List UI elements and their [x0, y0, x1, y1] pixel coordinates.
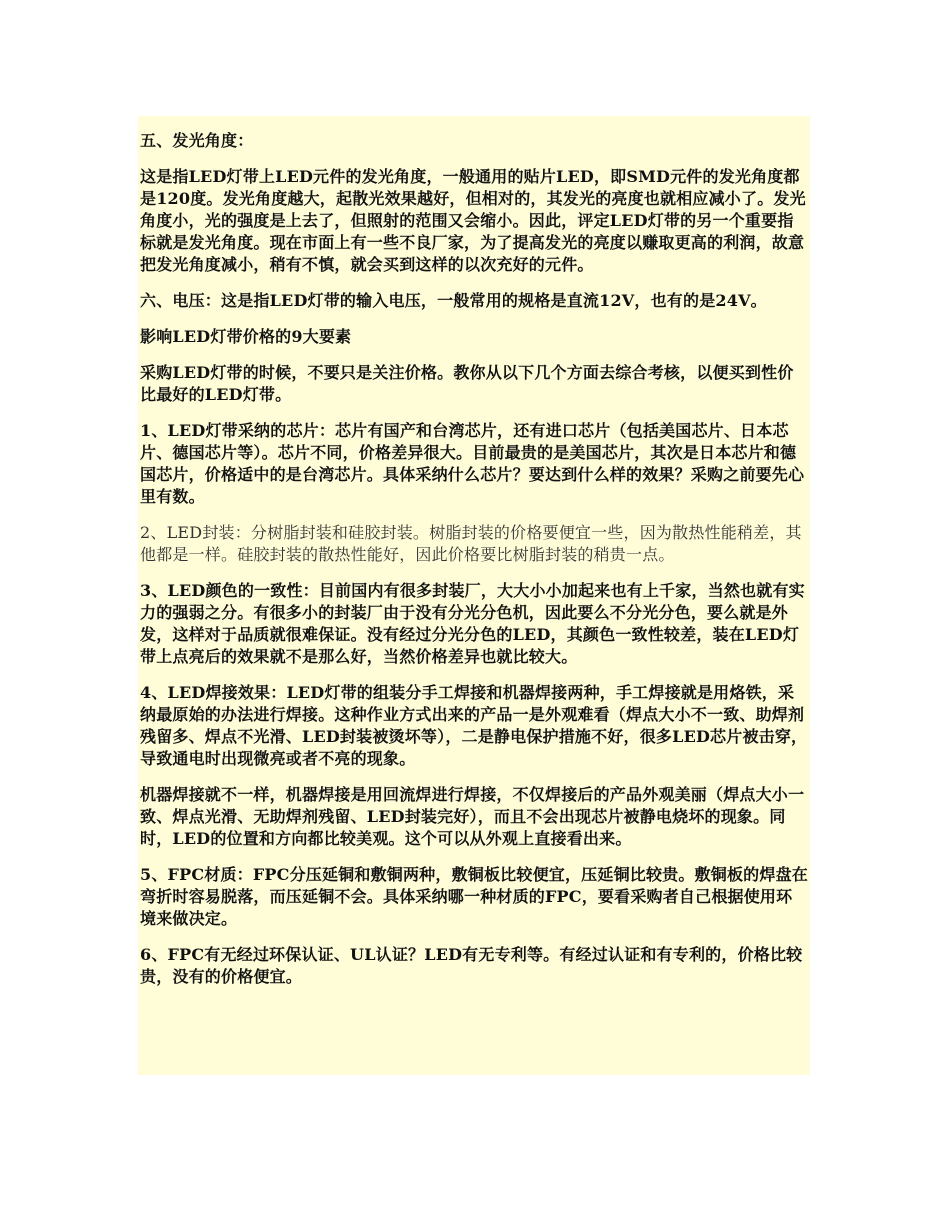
document-content: [138, 116, 810, 1075]
paragraph-color-consistency: 3、LED颜色的一致性：目前国内有很多封装厂，大大小小加起来也有上千家，当然也就有实力的强弱之分。有很多小的封装厂由于没有分光分色机，因此要么不分光分色，要么就是外发，这样对于品质就很难保证。没有经过分光分色的LED，其颜色一致性较差，装在LED灯带上点亮后的效果就不是那么好，当然价格差异也就比较大。: [140, 581, 805, 666]
paragraph-machine-soldering: 机器焊接就不一样，机器焊接是用回流焊进行焊接，不仅焊接后的产品外观美丽（焊点大小一致、焊点光滑、无助焊剂残留、LED封装完好），而且不会出现芯片被静电烧坏的现象。同时，LED的位置和方向都比较美观。这个可以从外观上直接看出来。: [140, 785, 805, 848]
paragraph-packaging: 2、LED封装：分树脂封装和硅胶封装。树脂封装的价格要便宜一些，因为散热性能稍差，其他都是一样。硅胶封装的散热性能好，因此价格要比树脂封装的稍贵一点。: [140, 523, 802, 564]
section-heading-viewing-angle: 五、发光角度：: [140, 131, 254, 150]
paragraph-certification: 6、FPC有无经过环保认证、UL认证？LED有无专利等。有经过认证和有专利的，价格比较贵，没有的价格便宜。: [140, 945, 803, 986]
paragraph-viewing-angle: 这是指LED灯带上LED元件的发光角度，一般通用的贴片LED，即SMD元件的发光角度都是120度。发光角度越大，起散光效果越好，但相对的，其发光的亮度也就相应减小了。发光角度小，光的强度是上去了，但照射的范围又会缩小。因此，评定LED灯带的另一个重要指标就是发光角度。现在市面上有一些不良厂家，为了提高发光的亮度以赚取更高的利润，故意把发光角度减小，稍有不慎，就会买到这样的以次充好的元件。: [140, 167, 806, 274]
paragraph-fpc-material: 5、FPC材质：FPC分压延铜和敷铜两种，敷铜板比较便宜，压延铜比较贵。敷铜板的焊盘在弯折时容易脱落，而压延铜不会。具体采纳哪一种材质的FPC，要看采购者自己根据使用环境来做决定。: [140, 865, 808, 928]
paragraph-chip: 1、LED灯带采纳的芯片：芯片有国产和台湾芯片，还有进口芯片（包括美国芯片、日本芯片、德国芯片等）。芯片不同，价格差异很大。目前最贵的是美国芯片，其次是日本芯片和德国芯片，价格适中的是台湾芯片。具体采纳什么芯片？要达到什么样的效果？采购之前要先心里有数。: [140, 421, 805, 506]
section-heading-price-factors: 影响LED灯带价格的9大要素: [140, 327, 352, 346]
paragraph-soldering: 4、LED焊接效果：LED灯带的组装分手工焊接和机器焊接两种，手工焊接就是用烙铁，采纳最原始的办法进行焊接。这种作业方式出来的产品一是外观难看（焊点大小不一致、助焊剂残留多、焊点不光滑、LED封装被烫坏等），二是静电保护措施不好，很多LED芯片被击穿，导致通电时出现微亮或者不亮的现象。: [140, 683, 808, 768]
paragraph-voltage: 六、电压：这是指LED灯带的输入电压，一般常用的规格是直流12V，也有的是24V。: [140, 291, 767, 310]
paragraph-purchase-advice: 采购LED灯带的时候，不要只是关注价格。教你从以下几个方面去综合考核，以便买到性价比最好的LED灯带。: [140, 363, 794, 404]
